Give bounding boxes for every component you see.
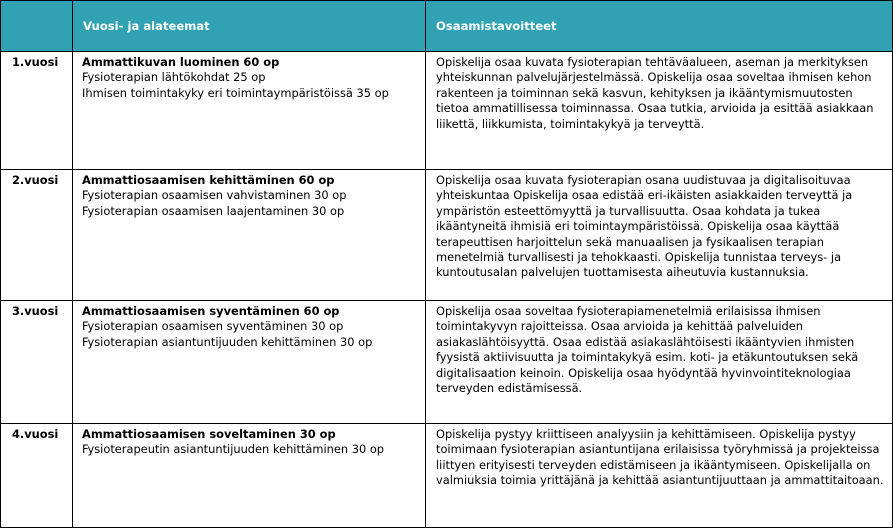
subtheme: Fysioterapian osaamisen laajentaminen 30 op — [82, 203, 345, 218]
subtheme: Fysioterapian asiantuntijuuden kehittäminen 30 op — [82, 334, 373, 349]
year-cell — [1, 424, 73, 528]
themes-cell — [73, 301, 426, 424]
goals-cell: Opiskelija osaa kuvata fysioterapian osana uudistuvaa ja digitalisoituvaa yhteiskuntaa Opiskelija osaa edistää eri-ikäisten asiakkaiden terveyttä ja ympäristön esteettömyyttä ja turvallisuutta. Osaa kohdata ja tukea ikääntyneitä ihmisiä eri toimintaympäristöissä. Opiskelija osaa käyttää terapeuttisen harjoittelun sekä manuaalisen ja fysikaalisen terapian menetelmiä turvallisesti ja tehokkaasti. Opiskelija tunnistaa terveys- ja kuntoutusalan palvelujen tuottamisesta aiheutuvia kustannuksia. — [426, 170, 893, 301]
table-row — [1, 52, 893, 170]
year-label: 1.vuosi — [12, 55, 59, 69]
year-label: 3.vuosi — [12, 304, 59, 318]
subtheme: Fysioterapian osaamisen vahvistaminen 30 op — [82, 188, 347, 203]
header-year — [1, 1, 73, 52]
subtheme: Fysioterapeutin asiantuntijuuden kehittäminen 30 op — [82, 442, 385, 457]
goals-cell: Opiskelija osaa kuvata fysioterapian tehtäväalueen, aseman ja merkityksen yhteiskunnan palvelujärjestelmässä. Opiskelija osaa soveltaa ihmisen kehon rakenteen ja toiminnan sekä kasvun, kehityksen ja ikääntymismuutosten tietoa ammatillisessa toiminnassa. Osaa tutkia, arvioida ja esittää asiakkaan liikettä, liikkumista, toimintakykyä ja terveyttä. — [426, 52, 893, 170]
themes-cell — [73, 170, 426, 301]
theme-title: Ammattikuvan luominen 60 op — [82, 55, 280, 69]
table-row — [1, 301, 893, 424]
year-cell — [1, 52, 73, 170]
theme-title: Ammattiosaamisen kehittäminen 60 op — [82, 173, 335, 187]
year-cell — [1, 170, 73, 301]
header-themes: Vuosi- ja alateemat — [73, 1, 426, 52]
table-row — [1, 170, 893, 301]
subtheme: Fysioterapian osaamisen syventäminen 30 op — [82, 319, 344, 334]
header-goals: Osaamistavoitteet — [426, 1, 893, 52]
theme-title: Ammattiosaamisen syventäminen 60 op — [82, 304, 340, 318]
subtheme: Fysioterapian lähtökohdat 25 op — [82, 70, 266, 85]
year-label: 4.vuosi — [12, 427, 59, 441]
table-row — [1, 424, 893, 528]
year-cell — [1, 301, 73, 424]
goals-cell: Opiskelija pystyy kriittiseen analyysiin ja kehittämiseen. Opiskelija pystyy toimimaan fysioterapian asiantuntijana erilaisissa työryhmissä ja projekteissa liittyen erityisesti terveyden edistämiseen ja ikääntymiseen. Opiskelijalla on valmiuksia toimia yrittäjänä ja kehittää asiantuntijuuttaan ja ammattitaitoaan. — [426, 424, 893, 528]
subtheme: Ihmisen toimintakyky eri toimintaympäristöissä 35 op — [82, 85, 389, 100]
goals-cell: Opiskelija osaa soveltaa fysioterapiamenetelmiä erilaisissa ihmisen toimintakyvyn rajoitteissa. Osaa arvioida ja kehittää palveluiden asiakaslähtöisyyttä. Osaa edistää asiakaslähtöisesti ikääntyvien ihmisten fyysistä aktiivisuutta ja toimintakykyä esim. koti- ja etäkuntoutuksen sekä digitalisaation keinoin. Opiskelija osaa hyödyntää hyvinvointiteknologiaa terveyden edistämisessä. — [426, 301, 893, 424]
table-header-row — [1, 1, 893, 52]
themes-cell — [73, 52, 426, 170]
theme-title: Ammattiosaamisen soveltaminen 30 op — [82, 427, 336, 441]
year-label: 2.vuosi — [12, 173, 59, 187]
themes-cell — [73, 424, 426, 528]
